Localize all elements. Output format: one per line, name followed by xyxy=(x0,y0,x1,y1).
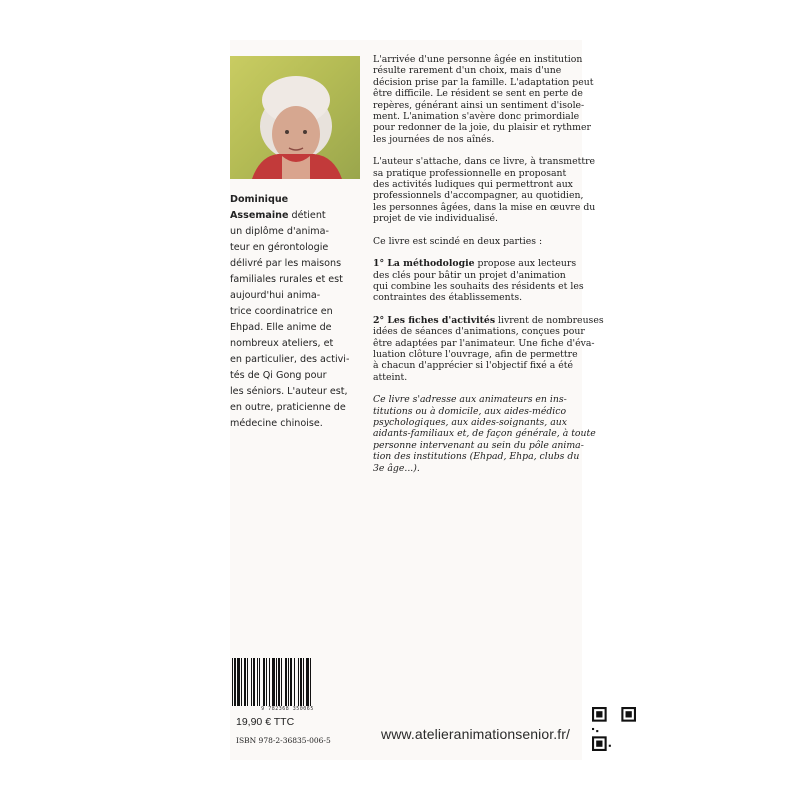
price: 19,90 € TTC xyxy=(236,716,295,728)
barcode xyxy=(230,658,345,708)
bio-line: Ehpad. Elle anime de xyxy=(230,322,332,333)
bio-line: familiales rurales et est xyxy=(230,274,343,285)
bio-line: nombreux ateliers, et xyxy=(230,338,334,349)
paragraph-parts: Ce livre est scindé en deux parties : xyxy=(373,235,543,247)
author-name-line1: Dominique xyxy=(230,194,289,205)
author-bio xyxy=(230,192,368,432)
bio-line: un diplôme d'anima- xyxy=(230,226,329,237)
bio-line: détient xyxy=(288,210,326,221)
qr-code xyxy=(592,707,636,751)
paragraph-audience: Ce livre s'adresse aux animateurs en ins- titutions ou à domicile, aux aides-médico psychologiques, aux aides-soignants, aux aidants-familiaux et, de façon générale, à toute personne intervenant au sein du pôle anima- tion des institutions (Ehpad, Ehpa, clubs du 3e âge...). xyxy=(373,394,596,474)
barcode-digits: 9 782368 350065 xyxy=(261,706,314,712)
author-name-line2: Assemaine xyxy=(230,210,289,221)
description-text xyxy=(373,54,635,485)
bio-line: teur en gérontologie xyxy=(230,242,329,253)
paragraph-author: L'auteur s'attache, dans ce livre, à transmettre sa pratique professionnelle en proposant des activités ludiques qui permettront aux professionnels d'accompagner, au quotidien, les personnes âgées, dans la mise en œuvre du projet de vie individualisé. xyxy=(373,156,596,225)
bio-line: les séniors. L'auteur est, xyxy=(230,386,348,397)
paragraph-activity-sheets: 2° Les fiches d'activités livrent de nombreuses idées de séances d'animations, conçues pour être adaptées par l'animateur. Une fiche d'éva- luation clôture l'ouvrage, afin de permettre à chacun d'apprécier si l'objectif fixé a été atteint. xyxy=(373,314,604,383)
paragraph-intro: L'arrivée d'une personne âgée en institution résulte rarement d'un choix, mais d'une décision prise par la famille. L'adaptation peut être difficile. Le résident se sent en perte de repères, générant ainsi un sentiment d'isole- ment. L'animation s'avère donc primordiale pour redonner de la joie, du plaisir et rythmer les journées de nos aînés. xyxy=(373,54,594,145)
bio-line: médecine chinoise. xyxy=(230,418,323,429)
bio-line: délivré par les maisons xyxy=(230,258,342,269)
isbn: ISBN 978-2-36835-006-5 xyxy=(236,736,331,745)
author-photo xyxy=(230,56,360,179)
website-url[interactable]: www.atelieranimationsenior.fr/ xyxy=(381,726,570,742)
bio-line: tés de Qi Gong pour xyxy=(230,370,327,381)
bio-line: en outre, praticienne de xyxy=(230,402,346,413)
bio-line: aujourd'hui anima- xyxy=(230,290,321,301)
paragraph-methodology: 1° La méthodologie propose aux lecteurs des clés pour bâtir un projet d'animation qui combine les souhaits des résidents et les contraintes des établissements. xyxy=(373,258,584,304)
bio-line: trice coordinatrice en xyxy=(230,306,333,317)
bio-line: en particulier, des activi- xyxy=(230,354,350,365)
